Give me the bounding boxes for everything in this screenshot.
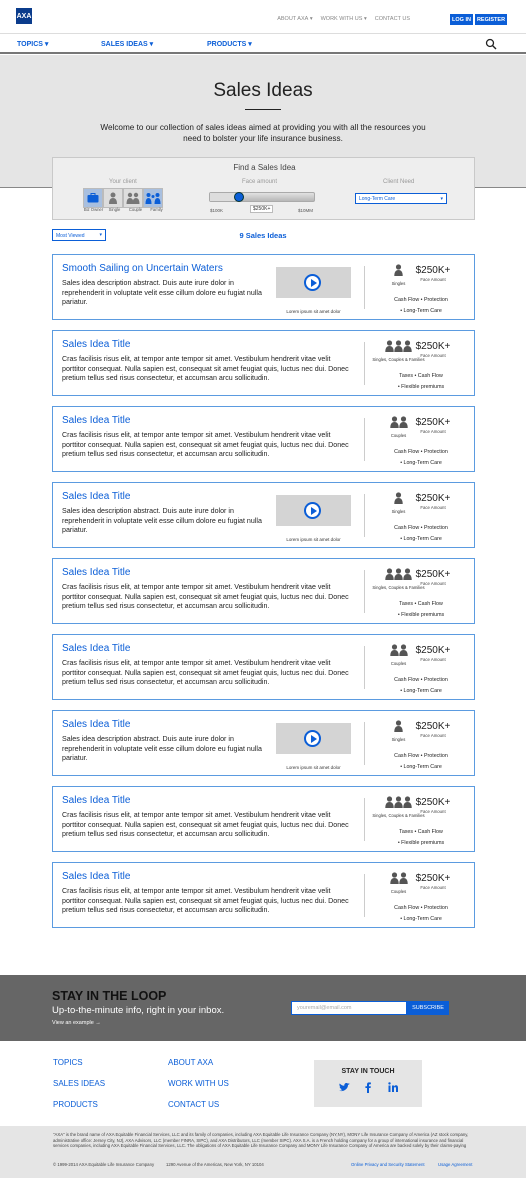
privacy-link[interactable]: Online Privacy and Security Statement [351,1162,425,1167]
client-needs [371,447,471,468]
video-caption: Lorem ipsum sit amet dolor [286,765,341,770]
email-input[interactable]: youremail@email.com [291,1001,407,1015]
client-option-labels [83,207,167,212]
card-description: Cras facilisis risus elit, at tempor ante tempor sit amet. Vestibulum hendrerit vitae velit porttitor consequat. Nulla sapien est, consequat sit amet feugiat quis, luctus nec dui. Donec pretium tellus sed risus consectetur, et accumsan arcu sollicitudin. [62,811,349,838]
subscribe-button[interactable]: SUBSCRIBE [407,1001,449,1015]
sales-idea-card[interactable] [52,786,475,852]
video-caption: Lorem ipsum sit amet dolor [286,537,341,542]
couple-icon [390,415,408,432]
need-line: • Flexible premiums [397,839,445,846]
sort-value: Most Viewed [56,233,85,239]
client-needs [371,371,471,392]
newsletter-section [0,975,526,1041]
address-text: 1290 Avenue of the Americas, New York, NY 10104 [166,1162,264,1167]
family-icon [385,339,412,356]
face-amount: $250K+ [415,493,451,504]
card-title[interactable]: Sales Idea Title [62,795,131,806]
card-description: Cras facilisis risus elit, at tempor ante tempor sit amet. Vestibulum hendrerit vitae velit porttitor consequat. Nulla sapien est, consequat sit amet feugiat quis, luctus nec dui. Donec pretium tellus sed risus consectetur, et accumsan arcu sollicitudin. [62,355,349,382]
face-amount-max: $10MM [298,208,314,213]
client-selector [83,188,163,208]
title-divider [245,109,281,110]
client-needs [371,523,471,544]
video-thumbnail[interactable] [276,267,351,314]
chevron-down-icon: ▾ [44,41,49,48]
finder-title: Find a Sales Idea [233,163,296,172]
sales-idea-card[interactable] [52,862,475,928]
axa-logo[interactable] [16,8,32,24]
card-title[interactable]: Sales Idea Title [62,415,131,426]
sales-idea-card[interactable] [52,482,475,548]
chevron-down-icon: ▾ [99,232,102,238]
couple-icon [390,643,408,660]
top-bar [0,0,526,33]
person-icon [394,719,403,736]
card-divider [364,798,365,841]
client-couple-button[interactable] [123,188,143,208]
need-line: Cash Flow • Protection [394,677,448,683]
card-divider [364,494,365,537]
footer-about-link[interactable]: ABOUT AXA [168,1058,214,1067]
legal-section [0,1126,526,1178]
briefcase-icon [87,193,99,203]
utility-work-link[interactable]: WORK WITH US ▾ [320,16,367,22]
face-amount: $250K+ [415,417,451,428]
video-thumbnail[interactable] [276,723,351,770]
card-description: Cras facilisis risus elit, at tempor ante tempor sit amet. Vestibulum hendrerit vitae velit porttitor consequat. Nulla sapien est, consequat sit amet feugiat quis, luctus nec dui. Donec pretium tellus sed risus consectetur, et accumsan arcu sollicitudin. [62,887,349,914]
sales-idea-finder [52,157,475,220]
face-amount: $250K+ [415,569,451,580]
main-nav [0,33,526,54]
utility-contact-link[interactable]: CONTACT US [374,16,410,22]
video-frame [276,495,351,526]
video-frame [276,723,351,754]
family-icon [385,567,412,584]
client-option-label: Family [150,207,163,212]
card-divider [364,342,365,385]
footer-contact-link[interactable]: CONTACT US [168,1100,220,1109]
card-description: Sales idea description abstract. Duis aute irure dolor in reprehenderit in voluptate velit esse cillum dolore eu fugiat nulla pariatur. [62,735,262,762]
audience-label: Singles, Couples & Families [372,357,425,362]
face-amount: $250K+ [415,341,451,352]
face-amount-label: Face Amount [420,885,446,890]
need-line: Cash Flow • Protection [394,449,448,455]
face-amount-label: Face Amount [420,733,446,738]
face-amount: $250K+ [415,721,451,732]
need-line: • Flexible premiums [397,611,445,618]
card-title[interactable]: Sales Idea Title [62,719,131,730]
need-line: Cash Flow • Protection [394,905,448,911]
need-line: Cash Flow • Protection [394,525,448,531]
person-icon [394,263,403,280]
twitter-icon[interactable] [339,1083,350,1092]
legal-disclaimer: "AXA" is the brand name of AXA Equitable Financial Services, LLC and its family of companies, including AXA Equitable Life Insurance Company (NY,NY), MONY Life Insurance Company of America (AZ stock company, administrative office: Jersey City, NJ), AXA Advisors, LLC (member FINRA, SIPC), and AXA Distributors, LLC (member SIPC). AXA S.A. is a French holding company for a group of international insurance and financial services companies, including AXA Equitable Financial Services, LLC. The obligations of AXA Equitable Life Insurance Company and MONY Life Insurance Company of America are backed solely by their claims-paying [53,1132,469,1149]
card-title[interactable]: Sales Idea Title [62,567,131,578]
play-icon[interactable] [304,502,321,519]
facebook-icon[interactable] [365,1082,371,1093]
card-title[interactable]: Smooth Sailing on Uncertain Waters [62,263,223,274]
face-amount-label: Face Amount [420,505,446,510]
card-title[interactable]: Sales Idea Title [62,491,131,502]
face-amount-slider[interactable] [209,192,315,202]
face-amount-label: Face Amount [420,809,446,814]
need-line: Cash Flow • Protection [394,753,448,759]
need-line: • Long-Term Care [400,535,442,542]
card-divider [364,722,365,765]
copyright-text: © 1999-2014 AXA Equitable Life Insurance Company [53,1162,155,1167]
face-amount: $250K+ [415,645,451,656]
stay-in-touch-title: STAY IN TOUCH [341,1068,395,1075]
need-line: Taxes • Cash Flow [399,373,443,379]
nav-topics[interactable]: TOPICS ▾ [17,41,49,48]
need-line: Cash Flow • Protection [394,297,448,303]
view-example-link[interactable]: View an example → [52,1020,101,1026]
utility-about-link[interactable]: ABOUT AXA ▾ [277,16,313,22]
usage-agreement-link[interactable]: Usage Agreement [438,1162,473,1167]
card-description: Sales idea description abstract. Duis aute irure dolor in reprehenderit in voluptate velit esse cillum dolore eu fugiat nulla pariatur. [62,279,262,306]
face-amount-label: Face amount [242,179,278,185]
need-line: • Long-Term Care [400,459,442,466]
search-icon[interactable] [485,38,497,50]
couple-icon [390,871,408,888]
card-title[interactable]: Sales Idea Title [62,339,131,350]
audience-label: Couples [390,661,407,666]
client-option-label: Single [108,207,121,212]
sort-select[interactable] [52,229,106,241]
client-family-button[interactable] [143,188,163,208]
client-needs [371,295,471,316]
need-line: Taxes • Cash Flow [399,601,443,607]
chevron-down-icon: ▾ [248,41,252,48]
family-icon [385,795,412,812]
utility-nav [277,16,410,22]
sales-idea-card[interactable] [52,330,475,396]
client-needs [371,903,471,924]
card-divider [364,570,365,613]
face-amount: $250K+ [415,265,451,276]
face-amount-label: Face Amount [420,581,446,586]
card-divider [364,418,365,461]
footer-topics-link[interactable]: TOPICS [53,1058,83,1067]
client-need-value: Long-Term Care [359,196,396,202]
footer-work-link[interactable]: WORK WITH US [168,1079,229,1088]
card-title[interactable]: Sales Idea Title [62,643,131,654]
face-amount-min: $100K [210,208,224,213]
audience-label: Couples [390,433,407,438]
audience-label: Singles [391,737,406,742]
card-divider [364,874,365,917]
audience-label: Singles [391,281,406,286]
family-icon [145,192,161,204]
card-description: Sales idea description abstract. Duis aute irure dolor in reprehenderit in voluptate velit esse cillum dolore eu fugiat nulla pariatur. [62,507,262,534]
person-icon [394,491,403,508]
login-button[interactable]: LOG IN [450,14,473,25]
nav-products[interactable]: PRODUCTS ▾ [207,41,252,48]
client-single-button[interactable] [103,188,123,208]
need-line: • Long-Term Care [400,687,442,694]
need-line: • Long-Term Care [400,915,442,922]
client-biz-owner-button[interactable] [83,188,103,208]
card-divider [364,646,365,689]
need-line: • Long-Term Care [400,763,442,770]
face-amount: $250K+ [415,797,451,808]
client-needs [371,827,471,848]
face-amount-value: $250K+ [250,205,273,213]
footer-products-link[interactable]: PRODUCTS [53,1100,98,1109]
audience-label: Couples [390,889,407,894]
client-need-select[interactable] [355,193,447,204]
sales-idea-card[interactable] [52,634,475,700]
card-description: Cras facilisis risus elit, at tempor ante tempor sit amet. Vestibulum hendrerit vitae velit porttitor consequat. Nulla sapien est, consequat sit amet feugiat quis, luctus nec dui. Donec pretium tellus sed risus consectetur, et accumsan arcu sollicitudin. [62,583,349,610]
linkedin-icon[interactable] [388,1082,398,1092]
client-option-label: Couple [128,207,143,212]
newsletter-title: STAY IN THE LOOP [52,989,167,1003]
client-label: Your client [109,179,137,185]
client-option-label: Biz Owner [83,207,104,212]
chevron-down-icon: ▾ [440,196,443,202]
client-needs [371,675,471,696]
results-count: 9 Sales Ideas [239,231,287,240]
register-button[interactable]: REGISTER [475,14,507,25]
face-amount-label: Face Amount [420,353,446,358]
newsletter-subtitle: Up-to-the-minute info, right in your inbox. [52,1005,225,1016]
audience-label: Singles [391,509,406,514]
footer-sales-ideas-link[interactable]: SALES IDEAS [53,1079,106,1088]
chevron-down-icon: ▾ [149,41,154,48]
couple-icon [126,192,140,204]
video-caption: Lorem ipsum sit amet dolor [286,309,341,314]
face-amount-label: Face Amount [420,429,446,434]
sales-idea-card[interactable] [52,254,475,320]
card-title[interactable]: Sales Idea Title [62,871,131,882]
card-description: Cras facilisis risus elit, at tempor ante tempor sit amet. Vestibulum hendrerit vitae velit porttitor consequat. Nulla sapien est, consequat sit amet feugiat quis, luctus nec dui. Donec pretium tellus sed risus consectetur, et accumsan arcu sollicitudin. [62,431,349,458]
card-description: Cras facilisis risus elit, at tempor ante tempor sit amet. Vestibulum hendrerit vitae velit porttitor consequat. Nulla sapien est, consequat sit amet feugiat quis, luctus nec dui. Donec pretium tellus sed risus consectetur, et accumsan arcu sollicitudin. [62,659,349,686]
play-icon[interactable] [304,730,321,747]
play-icon[interactable] [304,274,321,291]
video-thumbnail[interactable] [276,495,351,542]
person-icon [108,192,118,204]
client-need-label: Client Need [383,179,415,185]
face-amount-label: Face Amount [420,657,446,662]
audience-label: Singles, Couples & Families [372,585,425,590]
card-divider [364,266,365,309]
page-title: Sales Ideas [213,80,313,101]
audience-label: Singles, Couples & Families [372,813,425,818]
face-amount: $250K+ [415,873,451,884]
stay-in-touch-box [314,1060,422,1107]
nav-sales-ideas[interactable]: SALES IDEAS ▾ [101,41,154,48]
need-line: • Flexible premiums [397,383,445,390]
face-amount-label: Face Amount [420,277,446,282]
need-line: Taxes • Cash Flow [399,829,443,835]
client-needs [371,599,471,620]
client-needs [371,751,471,772]
logo-text: AXA [16,12,32,20]
need-line: • Long-Term Care [400,307,442,314]
hero-description: Welcome to our collection of sales ideas aimed at providing you with all the resources you need to bolster your life insurance business. [100,123,426,143]
sales-idea-card[interactable] [52,710,475,776]
sales-idea-card[interactable] [52,406,475,472]
slider-handle[interactable] [234,192,244,202]
sales-idea-card[interactable] [52,558,475,624]
video-frame [276,267,351,298]
